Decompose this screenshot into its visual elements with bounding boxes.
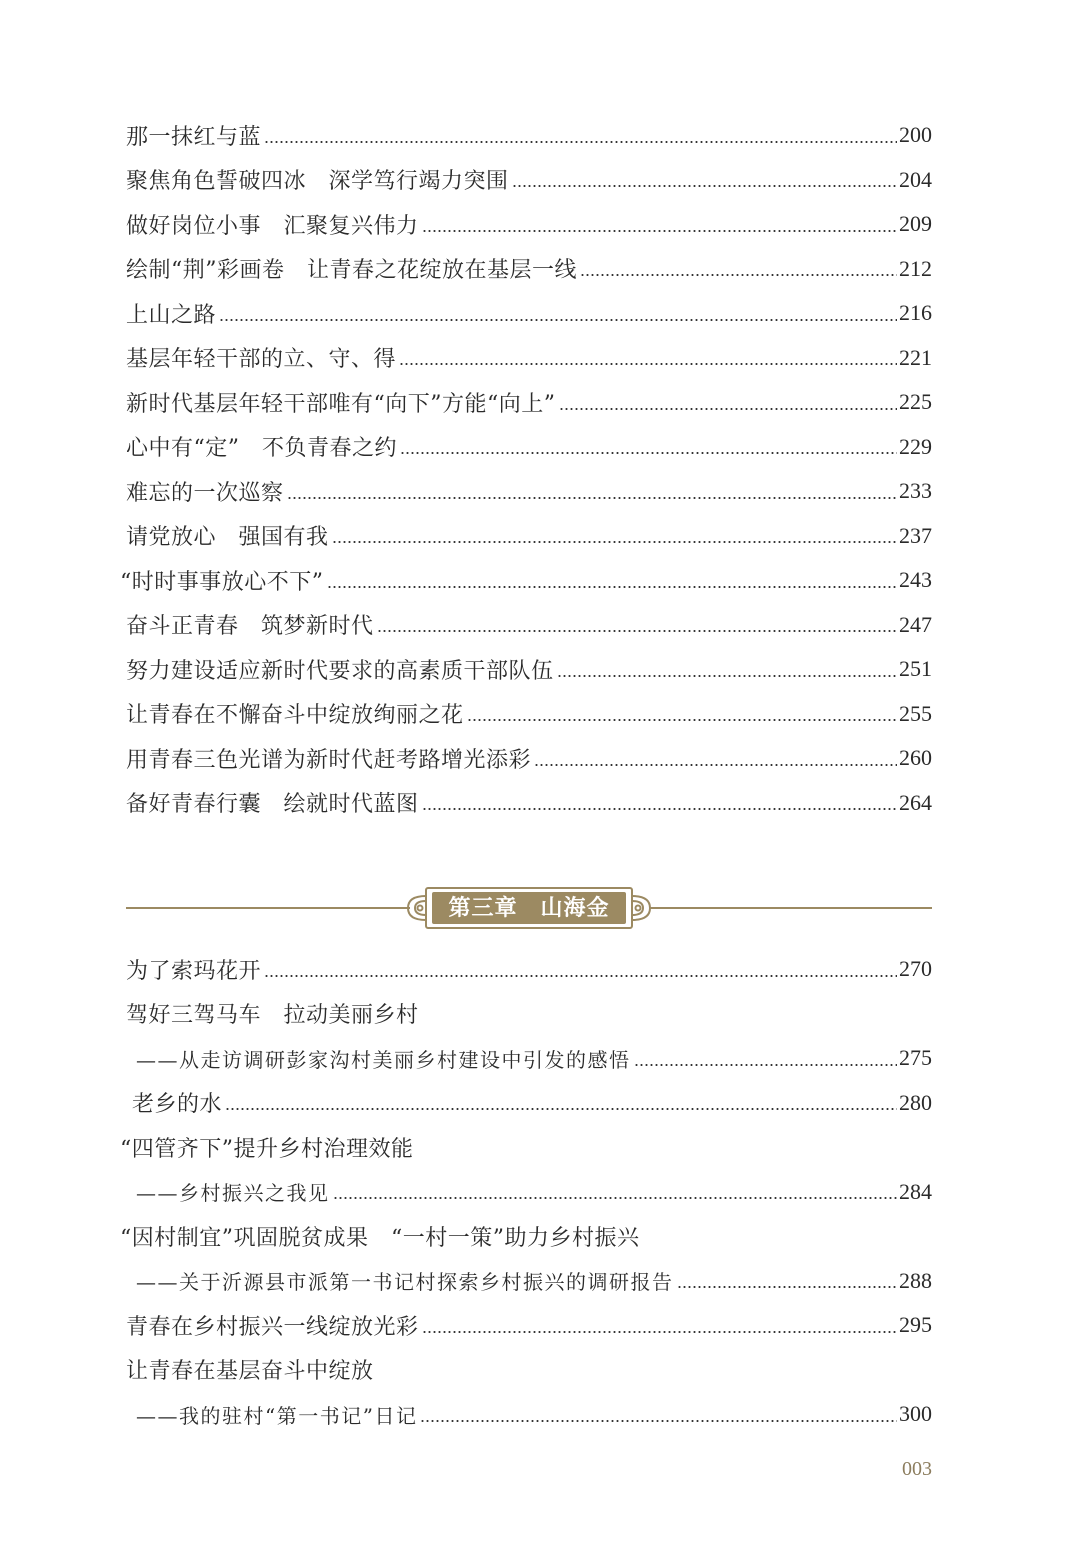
- leader-dots: [557, 675, 897, 677]
- toc-entry-page: 275: [899, 1045, 932, 1071]
- toc-entry[interactable]: [126, 1081, 932, 1126]
- toc-entry-title: 绘制“荆”彩画卷 让青春之花绽放在基层一线: [126, 258, 577, 284]
- leader-dots: [399, 363, 897, 365]
- toc-entry-page: 247: [899, 611, 932, 637]
- toc-entry-title: 用青春三色光谱为新时代赶考路增光添彩: [126, 747, 532, 773]
- chapter-title: 第三章 山海金: [432, 892, 626, 924]
- toc-entry-heading[interactable]: [120, 1125, 932, 1170]
- toc-entry-subtitle[interactable]: [126, 1392, 932, 1437]
- toc-entry-title: 请党放心 强国有我: [126, 525, 329, 551]
- toc-entry-page: 225: [899, 389, 932, 415]
- page-number: 003: [902, 1458, 932, 1480]
- toc-entry-heading[interactable]: [126, 1348, 932, 1393]
- toc-entry-title: 那一抹红与蓝: [126, 124, 262, 150]
- toc-entry-title: 老乡的水: [132, 1092, 223, 1118]
- toc-entry-title: 驾好三驾马车 拉动美丽乡村: [126, 1003, 419, 1029]
- toc-entry-title: “四管齐下”提升乡村治理效能: [120, 1136, 414, 1162]
- toc-entry[interactable]: [126, 113, 932, 158]
- toc-entry-title: 努力建设适应新时代要求的高素质干部队伍: [126, 658, 554, 684]
- leader-dots: [512, 185, 897, 187]
- toc-entry-heading[interactable]: [120, 1214, 932, 1259]
- toc-entry-page: 200: [899, 122, 932, 148]
- toc-entry[interactable]: [126, 469, 932, 514]
- chapter-rule-left: [126, 907, 410, 909]
- toc-entry-page: 204: [899, 166, 932, 192]
- toc-entry-subtitle[interactable]: [126, 1259, 932, 1304]
- toc-entry[interactable]: [126, 736, 932, 781]
- toc-entry-page: 295: [899, 1312, 932, 1338]
- chapter-rule-right: [650, 907, 932, 909]
- toc-entry-page: 229: [899, 433, 932, 459]
- toc-entry-title: 聚焦角色誓破四冰 深学笃行竭力突围: [126, 169, 509, 195]
- toc-entry-page: 270: [899, 956, 932, 982]
- toc-entry-title: “因村制宜”巩固脱贫成果 “一村一策”助力乡村振兴: [120, 1225, 640, 1251]
- toc-entry[interactable]: [126, 247, 932, 292]
- toc-entry-title: 做好岗位小事 汇聚复兴伟力: [126, 213, 419, 239]
- leader-dots: [264, 975, 897, 977]
- toc-entry-title: 基层年轻干部的立、守、得: [126, 347, 397, 373]
- leader-dots: [333, 1197, 898, 1199]
- toc-entry-subtitle-text: ——关于沂源县市派第一书记村探索乡村振兴的调研报告: [136, 1270, 674, 1295]
- toc-entry[interactable]: [126, 603, 932, 648]
- chapter-badge: [404, 886, 654, 930]
- toc-entry[interactable]: [126, 336, 932, 381]
- leader-dots: [377, 630, 897, 632]
- toc-entry-subtitle[interactable]: [126, 1036, 932, 1081]
- toc-entry-page: 260: [899, 745, 932, 771]
- leader-dots: [677, 1286, 898, 1288]
- toc-entry[interactable]: [126, 947, 932, 992]
- chapter-heading: [126, 886, 932, 930]
- toc-entry[interactable]: [126, 647, 932, 692]
- toc-entry[interactable]: [126, 1303, 932, 1348]
- toc-entry-page: 300: [899, 1401, 932, 1427]
- toc-entry-page: 237: [899, 522, 932, 548]
- toc-entry[interactable]: [126, 158, 932, 203]
- leader-dots: [420, 1420, 897, 1422]
- leader-dots: [559, 408, 898, 410]
- leader-dots: [534, 764, 897, 766]
- toc-entry[interactable]: [126, 202, 932, 247]
- toc-entry[interactable]: [126, 425, 932, 470]
- leader-dots: [467, 719, 897, 721]
- toc-entry-title: 心中有“定” 不负青春之约: [126, 436, 397, 462]
- toc-entry-heading[interactable]: [126, 992, 932, 1037]
- toc-entry-page: 288: [899, 1267, 932, 1293]
- toc-entry-page: 209: [899, 211, 932, 237]
- toc-entry-page: 221: [899, 344, 932, 370]
- toc-entry[interactable]: [120, 558, 932, 603]
- leader-dots: [422, 230, 897, 232]
- toc-entry-page: 280: [899, 1089, 932, 1115]
- leader-dots: [327, 586, 898, 588]
- toc-entry[interactable]: [126, 692, 932, 737]
- toc-entry-subtitle-text: ——我的驻村“第一书记”日记: [136, 1403, 418, 1428]
- toc-entry-page: 243: [899, 567, 932, 593]
- toc-entry[interactable]: [126, 514, 932, 559]
- toc-section-chapter-two: [120, 113, 932, 825]
- toc-entry-title: 上山之路: [126, 302, 217, 328]
- toc-entry-title: 难忘的一次巡察: [126, 480, 284, 506]
- toc-entry-title: 让青春在不懈奋斗中绽放绚丽之花: [126, 703, 464, 729]
- toc-entry-page: 264: [899, 789, 932, 815]
- leader-dots: [219, 319, 897, 321]
- toc-section-chapter-three: [120, 947, 932, 1437]
- leader-dots: [264, 141, 897, 143]
- leader-dots: [225, 1108, 897, 1110]
- toc-entry-title: 奋斗正青春 筑梦新时代: [126, 614, 374, 640]
- toc-entry-page: 255: [899, 700, 932, 726]
- toc-entry-title: 新时代基层年轻干部唯有“向下”方能“向上”: [126, 391, 556, 417]
- toc-entry-subtitle[interactable]: [126, 1170, 932, 1215]
- toc-entry-page: 212: [899, 255, 932, 281]
- leader-dots: [422, 1331, 897, 1333]
- toc-entry-page: 284: [899, 1178, 932, 1204]
- toc-entry[interactable]: [126, 781, 932, 826]
- toc-entry-subtitle-text: ——乡村振兴之我见: [136, 1181, 330, 1206]
- toc-entry-title: “时时事事放心不下”: [120, 569, 324, 595]
- toc-entry-title: 备好青春行囊 绘就时代蓝图: [126, 792, 419, 818]
- toc-entry[interactable]: [126, 380, 932, 425]
- toc-entry[interactable]: [126, 291, 932, 336]
- leader-dots: [580, 274, 897, 276]
- toc-entry-page: 216: [899, 300, 932, 326]
- toc-entry-subtitle-text: ——从走访调研彭家沟村美丽乡村建设中引发的感悟: [136, 1047, 631, 1072]
- toc-entry-title: 青春在乡村振兴一线绽放光彩: [126, 1314, 419, 1340]
- leader-dots: [287, 497, 897, 499]
- toc-entry-page: 251: [899, 656, 932, 682]
- leader-dots: [634, 1064, 898, 1066]
- leader-dots: [332, 541, 897, 543]
- toc-entry-title: 让青春在基层奋斗中绽放: [126, 1359, 374, 1385]
- toc-entry-title: 为了索玛花开: [126, 958, 262, 984]
- toc-entry-page: 233: [899, 478, 932, 504]
- leader-dots: [400, 452, 897, 454]
- leader-dots: [422, 808, 897, 810]
